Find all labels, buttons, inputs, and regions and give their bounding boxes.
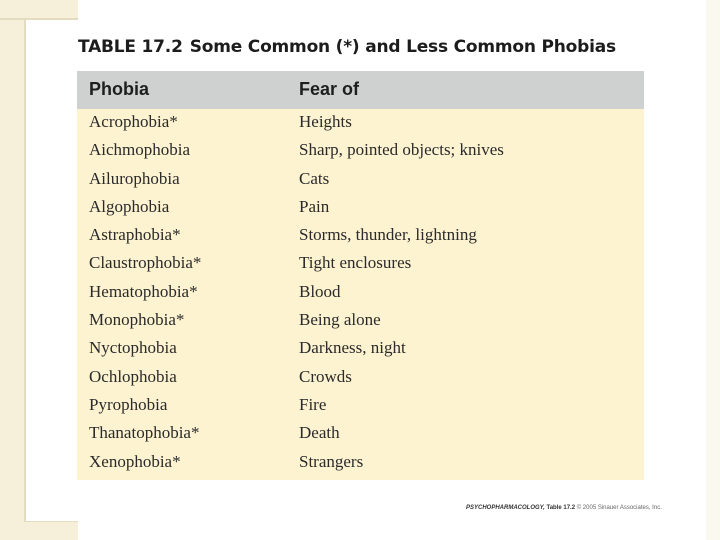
table-body	[77, 112, 644, 480]
frame-left-edge	[24, 0, 26, 540]
table-row	[77, 367, 644, 395]
cell-fear-of: Darkness, night	[299, 338, 406, 358]
table-row	[77, 253, 644, 281]
cell-fear-of: Being alone	[299, 310, 381, 330]
cell-fear-of: Strangers	[299, 451, 364, 471]
table-row	[77, 395, 644, 423]
table-row	[77, 197, 644, 225]
table-title	[78, 37, 616, 57]
table-row	[77, 423, 644, 451]
source-credit	[466, 505, 662, 511]
cell-phobia: Pyrophobia	[89, 394, 168, 414]
frame-bottom-edge	[26, 521, 78, 522]
cell-phobia: Thanatophobia*	[89, 423, 200, 443]
cell-phobia: Xenophobia*	[89, 451, 181, 471]
table-row	[77, 452, 644, 480]
cell-fear-of: Tight enclosures	[299, 253, 412, 273]
cell-fear-of: Heights	[299, 112, 352, 131]
table-row	[77, 169, 644, 197]
table-row	[77, 338, 644, 366]
cell-fear-of: Pain	[299, 196, 330, 216]
frame-right-stripe	[706, 0, 720, 540]
header-fear-of: Fear of	[299, 79, 360, 99]
cell-fear-of: Crowds	[299, 366, 352, 386]
source-copyright: © 2005 Sinauer Associates, Inc.	[576, 505, 662, 511]
cell-phobia: Ochlophobia	[89, 366, 177, 386]
phobia-table	[77, 71, 644, 480]
table-number: TABLE 17.2	[78, 37, 183, 57]
cell-phobia: Monophobia*	[89, 310, 185, 330]
source-table: Table 17.2	[546, 505, 576, 511]
cell-fear-of: Cats	[299, 168, 330, 188]
frame-bottom-left-corner	[0, 522, 78, 540]
table-header-row	[77, 71, 644, 109]
cell-fear-of: Fire	[299, 394, 327, 414]
cell-fear-of: Storms, thunder, lightning	[299, 225, 477, 245]
frame-top-left-corner	[0, 0, 78, 18]
cell-fear-of: Death	[299, 423, 340, 443]
table-row	[77, 282, 644, 310]
source-book: PSYCHOPHARMACOLOGY,	[466, 505, 545, 511]
cell-phobia: Aichmophobia	[89, 140, 191, 160]
cell-phobia: Astraphobia*	[89, 225, 181, 245]
frame-top-edge	[0, 18, 78, 20]
table-caption: Some Common (*) and Less Common Phobias	[189, 37, 616, 57]
header-phobia: Phobia	[89, 79, 150, 99]
cell-fear-of: Blood	[299, 281, 341, 301]
cell-phobia: Ailurophobia	[89, 168, 180, 188]
cell-phobia: Hematophobia*	[89, 281, 198, 301]
table-row	[77, 225, 644, 253]
table-row	[77, 112, 644, 140]
table-row	[77, 310, 644, 338]
cell-phobia: Claustrophobia*	[89, 253, 202, 273]
frame-left-border	[0, 0, 26, 540]
cell-phobia: Nyctophobia	[89, 338, 177, 358]
cell-fear-of: Sharp, pointed objects; knives	[299, 140, 504, 160]
cell-phobia: Acrophobia*	[89, 112, 178, 131]
cell-phobia: Algophobia	[89, 196, 170, 216]
table-row	[77, 140, 644, 168]
